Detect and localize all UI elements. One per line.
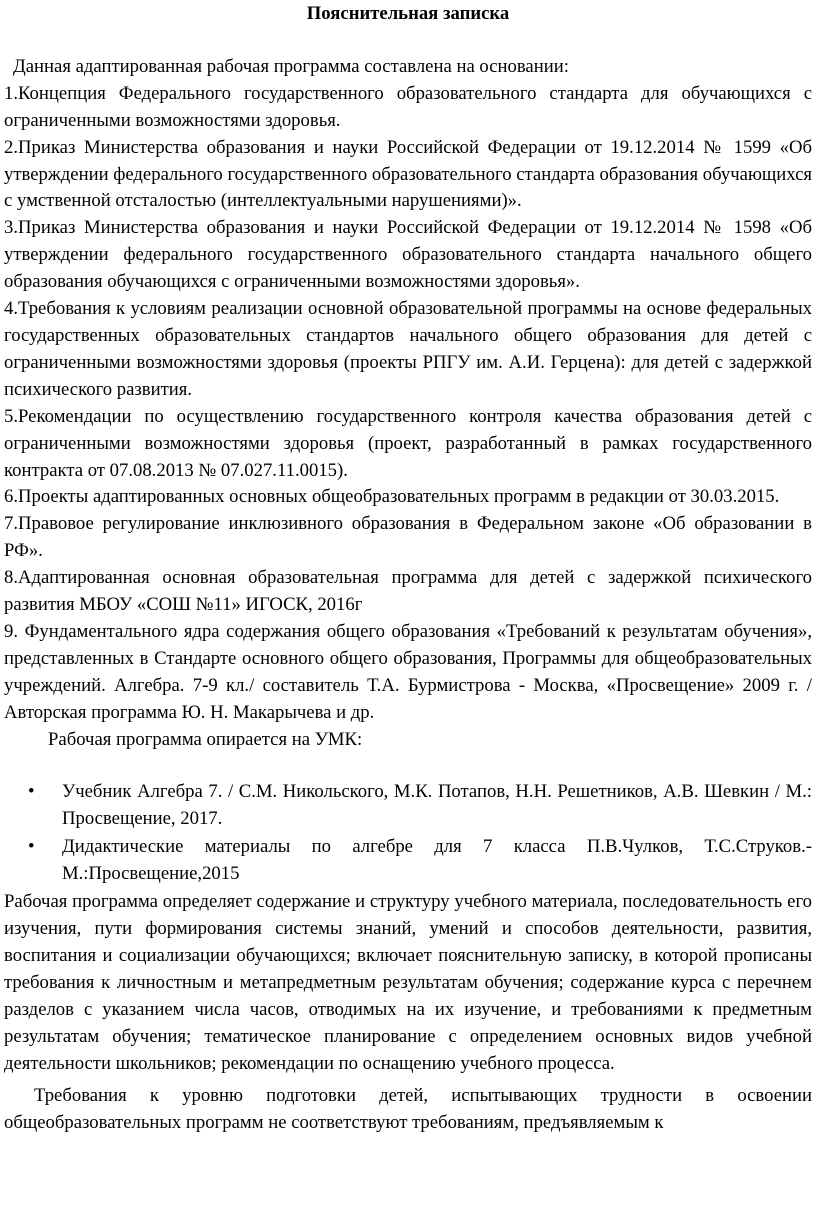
umk-item [4, 834, 812, 888]
umk-item-text: Дидактические материалы по алгебре для 7 класса П.В.Чулков, Т.С.Струков.- М.:Просвещение,2015 [62, 836, 812, 885]
umk-item-text: Учебник Алгебра 7. / С.М. Никольского, М.К. Потапов, Н.Н. Решетников, А.В. Шевкин / М.: Просвещение, 2017. [62, 781, 812, 830]
basis-item: 6.Проекты адаптированных основных общеобразовательных программ в редакции от 30.03.2015. [4, 486, 780, 508]
document-title: Пояснительная записка [306, 3, 510, 24]
basis-item: 8.Адаптированная основная образовательная программа для детей с задержкой психического развития МБОУ «СОШ №11» ИГОСК, 2016г [4, 567, 812, 616]
umk-intro: Рабочая программа опирается на УМК: [48, 728, 363, 750]
umk-item [4, 779, 812, 833]
basis-item: 4.Требования к условиям реализации основной образовательной программы на основе федеральных государственных образовательных стандартов начального общего образования для детей с ограниченными возможностями здоровья (проекты РПГУ им. А.И. Герцена): для детей с задержкой психического развития. [4, 298, 812, 400]
basis-item: 1.Концепция Федерального государственного образовательного стандарта для обучающихся с ограниченными возможностями здоровья. [4, 82, 812, 131]
basis-item: 7.Правовое регулирование инклюзивного образования в Федеральном законе «Об образовании в РФ». [4, 513, 812, 562]
umk-list [4, 779, 812, 888]
bullet-icon: • [28, 781, 35, 803]
basis-item: 3.Приказ Министерства образования и науки Российской Федерации от 19.12.2014 № 1598 «Об утверждении федерального государственного образовательного стандарта начального общего образования обучающихся с ограниченными возможностями здоровья». [4, 217, 812, 293]
requirements-paragraph: Требования к уровню подготовки детей, испытывающих трудности в освоении общеобразовательных программ не соответствуют требованиям, предъявляемым к [4, 1085, 812, 1134]
program-description: Рабочая программа определяет содержание и структуру учебного материала, последовательность его изучения, пути формирования системы знаний, умений и способов деятельности, развития, воспитания и социализации обучающихся; включает пояснительную записку, в которой прописаны требования к личностным и метапредметным результатам обучения; содержание курса с перечнем разделов с указанием числа часов, отводимых на их изучение, и требованиями к предметным результатам обучения; тематическое планирование с определением основных видов учебной деятельности школьников; рекомендации по оснащению учебного процесса. [4, 891, 812, 1074]
basis-item: 9. Фундаментального ядра содержания общего образования «Требований к результатам обучения», представленных в Стандарте основного общего образования, Программы для общеобразовательных учреждений. Алгебра. 7-9 кл./ составитель Т.А. Бурмистрова - Москва, «Просвещение» 2009 г. / Авторская программа Ю. Н. Макарычева и др. [4, 620, 812, 723]
basis-item: 2.Приказ Министерства образования и науки Российской Федерации от 19.12.2014 № 1599 «Об утверждении федерального государственного образовательного стандарта образования обучающихся с умственной отсталостью (интеллектуальными нарушениями)». [4, 136, 812, 212]
bullet-icon: • [28, 836, 35, 858]
intro-text: Данная адаптированная рабочая программа составлена на основании: [13, 55, 569, 77]
basis-list [4, 81, 812, 727]
basis-item: 5.Рекомендации по осуществлению государственного контроля качества образования детей с ограниченными возможностями здоровья (проект, разработанный в рамках государственного контракта от 07.08.2013 № 07.027.11.0015). [4, 405, 812, 481]
